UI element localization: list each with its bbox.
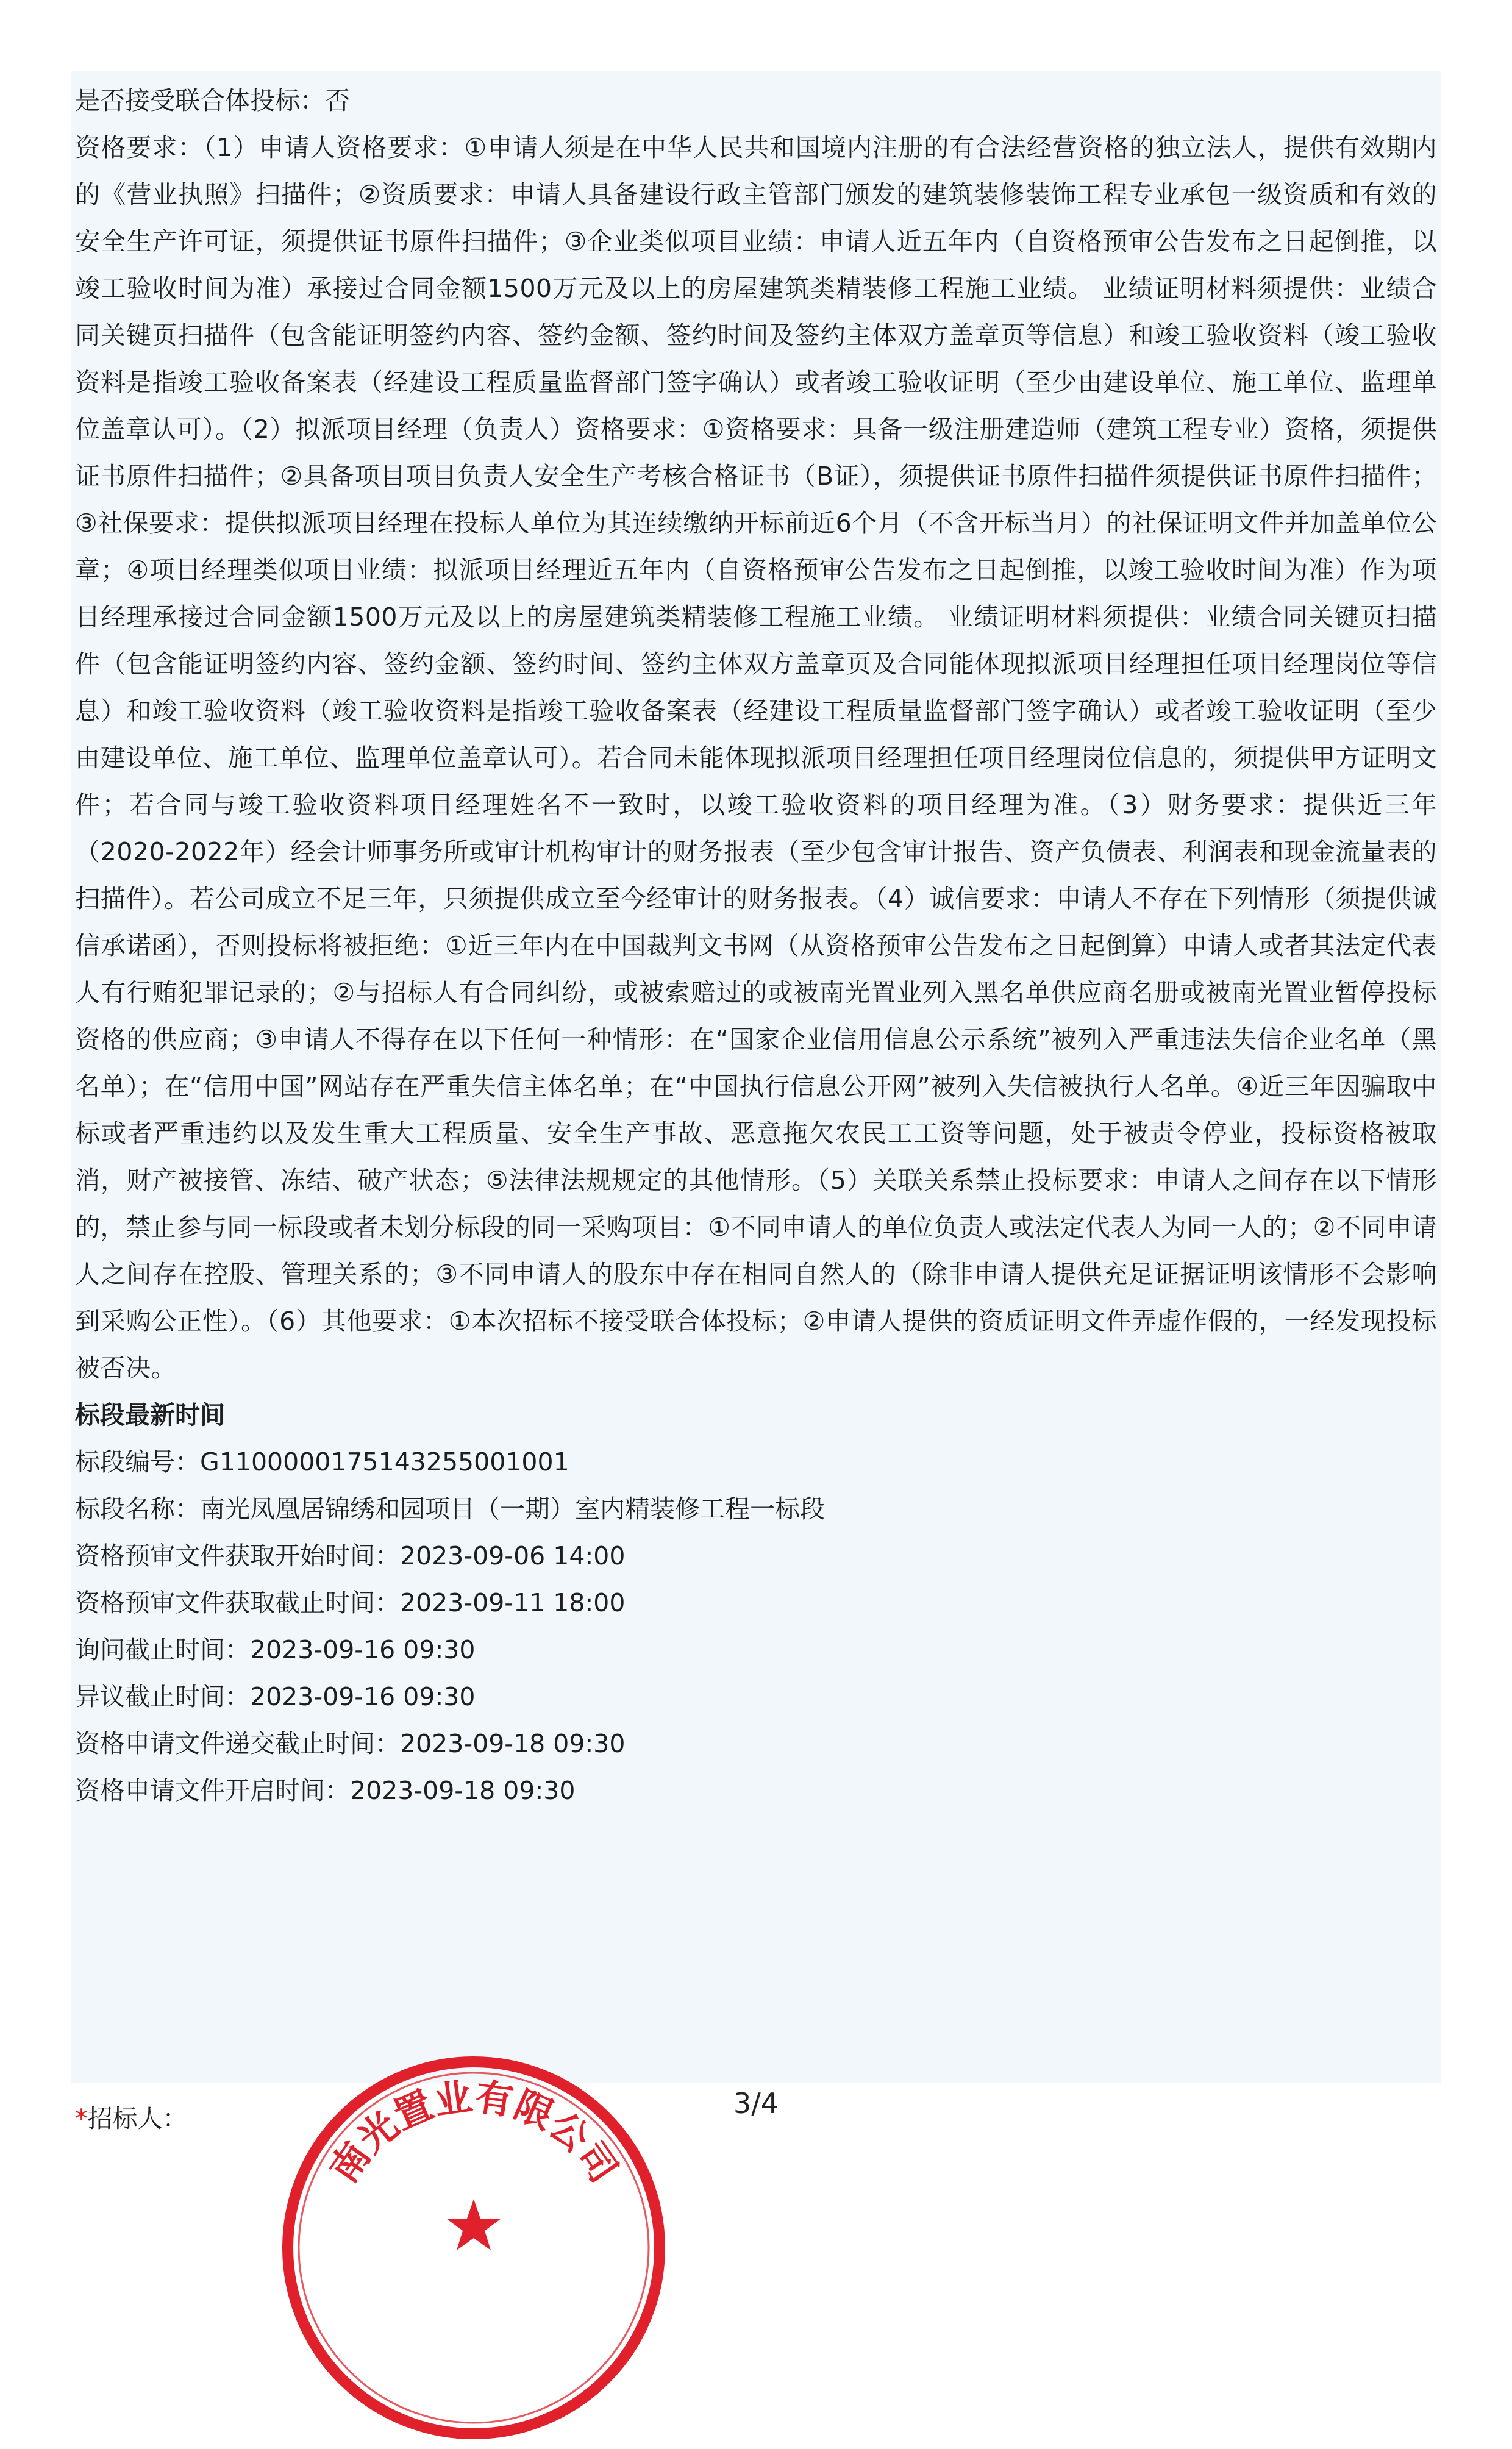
- section-info-prequal-start: 资格预审文件获取开始时间：2023-09-06 14:00: [75, 1541, 626, 1570]
- page-indicator: 3/4: [733, 2087, 779, 2120]
- section-info-number: 标段编号：G1100000175143255001001: [75, 1447, 569, 1477]
- section-info-opening-time: 资格申请文件开启时间：2023-09-18 09:30: [75, 1776, 576, 1805]
- seal-star-icon: [446, 2199, 501, 2250]
- seal-text: 南光置业有限公司: [321, 2074, 627, 2191]
- document-body: [75, 77, 1437, 1814]
- tenderer-label-text: 招标人：: [87, 2104, 188, 2133]
- required-mark: *: [75, 2104, 88, 2133]
- section-info-prequal-end: 资格预审文件获取截止时间：2023-09-11 18:00: [75, 1588, 626, 1617]
- section-info-inquiry-deadline: 询问截止时间：2023-09-16 09:30: [75, 1635, 476, 1664]
- section-heading: 标段最新时间: [75, 1400, 225, 1430]
- section-info-name: 标段名称：南光凤凰居锦绣和园项目（一期）室内精装修工程一标段: [75, 1494, 825, 1524]
- qualification-requirements-text: 资格要求：（1）申请人资格要求：①申请人须是在中华人民共和国境内注册的有合法经营资格的独立法人，提供有效期内的《营业执照》扫描件；②资质要求：申请人具备建设行政主管部门颁发的建筑装修装饰工程专业承包一级资质和有效的安全生产许可证，须提供证书原件扫描件；③企业类似项目业绩：申请人近五年内（自资格预审公告发布之日起倒推，以竣工验收时间为准）承接过合同金额1500万元及以上的房屋建筑类精装修工程施工业绩。 业绩证明材料须提供：业绩合同关键页扫描件（包含能证明签约内容、签约金额、签约时间及签约主体双方盖章页等信息）和竣工验收资料（竣工验收资料是指竣工验收备案表（经建设工程质量监督部门签字确认）或者竣工验收证明（至少由建设单位、施工单位、监理单位盖章认可）。（2）拟派项目经理（负责人）资格要求：①资格要求：具备一级注册建造师（建筑工程专业）资格，须提供证书原件扫描件；②具备项目项目负责人安全生产考核合格证书（B证），须提供证书原件扫描件须提供证书原件扫描件；③社保要求：提供拟派项目经理在投标人单位为其连续缴纳开标前近6个月（不含开标当月）的社保证明文件并加盖单位公章；④项目经理类似项目业绩：拟派项目经理近五年内（自资格预审公告发布之日起倒推，以竣工验收时间为准）作为项目经理承接过合同金额1500万元及以上的房屋建筑类精装修工程施工业绩。 业绩证明材料须提供：业绩合同关键页扫描件（包含能证明签约内容、签约金额、签约时间、签约主体双方盖章页及合同能体现拟派项目经理担任项目经理岗位等信息）和竣工验收资料（竣工验收资料是指竣工验收备案表（经建设工程质量监督部门签字确认）或者竣工验收证明（至少由建设单位、施工单位、监理单位盖章认可）。若合同未能体现拟派项目经理担任项目经理岗位信息的，须提供甲方证明文件；若合同与竣工验收资料项目经理姓名不一致时，以竣工验收资料的项目经理为准。（3）财务要求：提供近三年（2020-2022年）经会计师事务所或审计机构审计的财务报表（至少包含审计报告、资产负债表、利润表和现金流量表的扫描件）。若公司成立不足三年，只须提供成立至今经审计的财务报表。（4）诚信要求：申请人不存在下列情形（须提供诚信承诺函），否则投标将被拒绝：①近三年内在中国裁判文书网（从资格预审公告发布之日起倒算）申请人或者其法定代表人有行贿犯罪记录的；②与招标人有合同纠纷，或被索赔过的或被南光置业列入黑名单供应商名册或被南光置业暂停投标资格的供应商；③申请人不得存在以下任何一种情形：在“国家企业信用信息公示系统”被列入严重违法失信企业名单（黑名单）；在“信用中国”网站存在严重失信主体名单；在“中国执行信息公开网”被列入失信被执行人名单。④近三年因骗取中标或者严重违约以及发生重大工程质量、安全生产事故、恶意拖欠农民工工资等问题，处于被责令停业，投标资格被取消，财产被接管、冻结、破产状态；⑤法律法规规定的其他情形。（5）关联关系禁止投标要求：申请人之间存在以下情形的，禁止参与同一标段或者未划分标段的同一采购项目：①不同申请人的单位负责人或法定代表人为同一人的；②不同申请人之间存在控股、管理关系的；③不同申请人的股东中存在相同自然人的（除非申请人提供充足证据证明该情形不会影响到采购公正性）。（6）其他要求：①本次招标不接受联合体投标；②申请人提供的资质证明文件弄虚作假的，一经发现投标被否决。: [75, 133, 1437, 1383]
- section-info-objection-deadline: 异议截止时间：2023-09-16 09:30: [75, 1682, 476, 1711]
- consortium-line: 是否接受联合体投标：否: [75, 86, 350, 115]
- section-info-submission-deadline: 资格申请文件递交截止时间：2023-09-18 09:30: [75, 1729, 626, 1758]
